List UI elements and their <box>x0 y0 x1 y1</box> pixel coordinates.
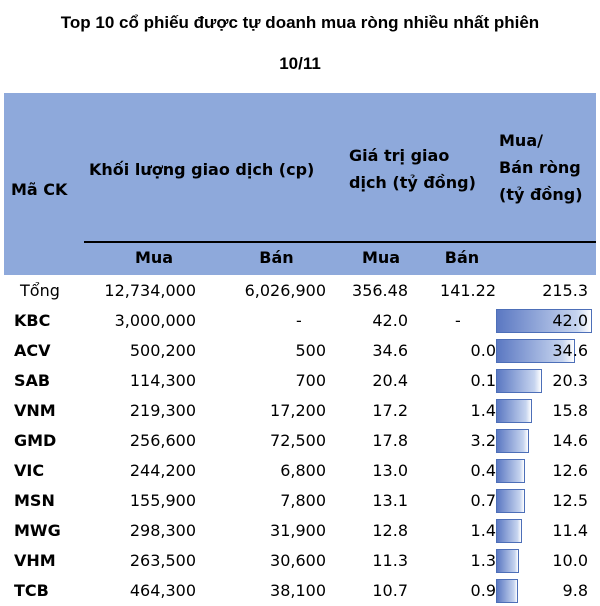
stock-code: KBC <box>14 311 51 330</box>
sell-volume: 30,600 <box>270 551 326 570</box>
sell-value: 0.9 <box>470 581 496 600</box>
total-sell-value: 141.22 <box>440 281 496 300</box>
sell-volume: 38,100 <box>270 581 326 600</box>
net-value: 14.6 <box>552 431 588 450</box>
stock-code: ACV <box>14 341 51 360</box>
header-divider <box>84 241 596 243</box>
sell-value: 1.3 <box>470 551 496 570</box>
sell-volume: 17,200 <box>270 401 326 420</box>
total-buy-value: 356.48 <box>352 281 408 300</box>
net-bar <box>496 549 519 573</box>
net-bar <box>496 399 532 423</box>
sell-volume: 500 <box>295 341 326 360</box>
buy-volume: 256,600 <box>129 431 196 450</box>
table-row <box>4 546 596 576</box>
title-line-1: Top 10 cổ phiếu được tự doanh mua ròng nhiều nhất phiên <box>60 13 540 32</box>
buy-volume: 3,000,000 <box>114 311 196 330</box>
table-row <box>4 576 596 606</box>
stock-code: TCB <box>14 581 49 600</box>
sell-value: 0.0 <box>470 341 496 360</box>
header-net-line2: Bán ròng <box>499 158 581 177</box>
net-value: 12.5 <box>552 491 588 510</box>
sell-volume: 700 <box>295 371 326 390</box>
net-value: 11.4 <box>552 521 588 540</box>
table-row <box>4 366 596 396</box>
buy-value: 12.8 <box>372 521 408 540</box>
sell-volume: 31,900 <box>270 521 326 540</box>
buy-volume: 500,200 <box>129 341 196 360</box>
header-net <box>499 127 583 208</box>
buy-value: 13.1 <box>372 491 408 510</box>
total-sell-volume: 6,026,900 <box>244 281 326 300</box>
buy-volume: 155,900 <box>129 491 196 510</box>
total-buy-volume: 12,734,000 <box>104 281 196 300</box>
sell-value: 1.4 <box>470 521 496 540</box>
stock-code: VIC <box>14 461 45 480</box>
subheader-buy-volume: Mua <box>134 248 174 267</box>
sell-value: 0.4 <box>470 461 496 480</box>
buy-volume: 298,300 <box>129 521 196 540</box>
net-bar <box>496 369 542 393</box>
buy-volume: 464,300 <box>129 581 196 600</box>
buy-value: 17.2 <box>372 401 408 420</box>
header-value-line1: Giá trị giao <box>349 146 450 165</box>
buy-volume: 244,200 <box>129 461 196 480</box>
table-row <box>4 456 596 486</box>
buy-value: 42.0 <box>372 311 408 330</box>
buy-value: 11.3 <box>372 551 408 570</box>
stock-code: SAB <box>14 371 51 390</box>
stock-code: MWG <box>14 521 61 540</box>
header-net-line3: (tỷ đồng) <box>499 185 583 204</box>
sell-volume: - <box>296 311 302 330</box>
buy-value: 10.7 <box>372 581 408 600</box>
net-value: 9.8 <box>562 581 588 600</box>
buy-value: 17.8 <box>372 431 408 450</box>
total-label: Tổng <box>20 281 60 300</box>
total-row <box>4 276 596 306</box>
header-code: Mã CK <box>11 180 68 199</box>
net-value: 12.6 <box>552 461 588 480</box>
title-line-2: 10/11 <box>279 54 321 73</box>
sell-volume: 7,800 <box>280 491 326 510</box>
header-value-line2: dịch (tỷ đồng) <box>349 173 476 192</box>
sell-volume: 6,800 <box>280 461 326 480</box>
subheader-sell-volume: Bán <box>259 248 294 267</box>
sell-value: 1.4 <box>470 401 496 420</box>
net-bar <box>496 459 525 483</box>
net-bar <box>496 579 518 603</box>
net-bar <box>496 489 525 513</box>
sell-value: 0.1 <box>470 371 496 390</box>
sell-volume: 72,500 <box>270 431 326 450</box>
sell-value: 3.2 <box>470 431 496 450</box>
buy-value: 20.4 <box>372 371 408 390</box>
subheader-sell-value: Bán <box>444 248 480 267</box>
table-row <box>4 486 596 516</box>
net-value: 42.0 <box>552 311 588 330</box>
header-net-line1: Mua/ <box>499 131 543 150</box>
table-row <box>4 396 596 426</box>
buy-value: 13.0 <box>372 461 408 480</box>
net-value: 20.3 <box>552 371 588 390</box>
stock-code: GMD <box>14 431 57 450</box>
buy-volume: 114,300 <box>129 371 196 390</box>
buy-volume: 219,300 <box>129 401 196 420</box>
table-header <box>4 93 596 275</box>
buy-volume: 263,500 <box>129 551 196 570</box>
table-row <box>4 336 596 366</box>
stock-code: VHM <box>14 551 56 570</box>
net-bar <box>496 519 522 543</box>
stock-code: VNM <box>14 401 56 420</box>
stock-code: MSN <box>14 491 55 510</box>
table-row <box>4 516 596 546</box>
sell-value: - <box>455 311 461 330</box>
buy-value: 34.6 <box>372 341 408 360</box>
net-bar <box>496 429 529 453</box>
table-row <box>4 426 596 456</box>
sell-value: 0.7 <box>470 491 496 510</box>
total-net: 215.3 <box>542 281 588 300</box>
table-row <box>4 306 596 336</box>
net-value: 15.8 <box>552 401 588 420</box>
net-value: 34.6 <box>552 341 588 360</box>
header-volume: Khối lượng giao dịch (cp) <box>89 160 315 179</box>
header-value <box>349 142 476 196</box>
subheader-buy-value: Mua <box>361 248 401 267</box>
net-value: 10.0 <box>552 551 588 570</box>
